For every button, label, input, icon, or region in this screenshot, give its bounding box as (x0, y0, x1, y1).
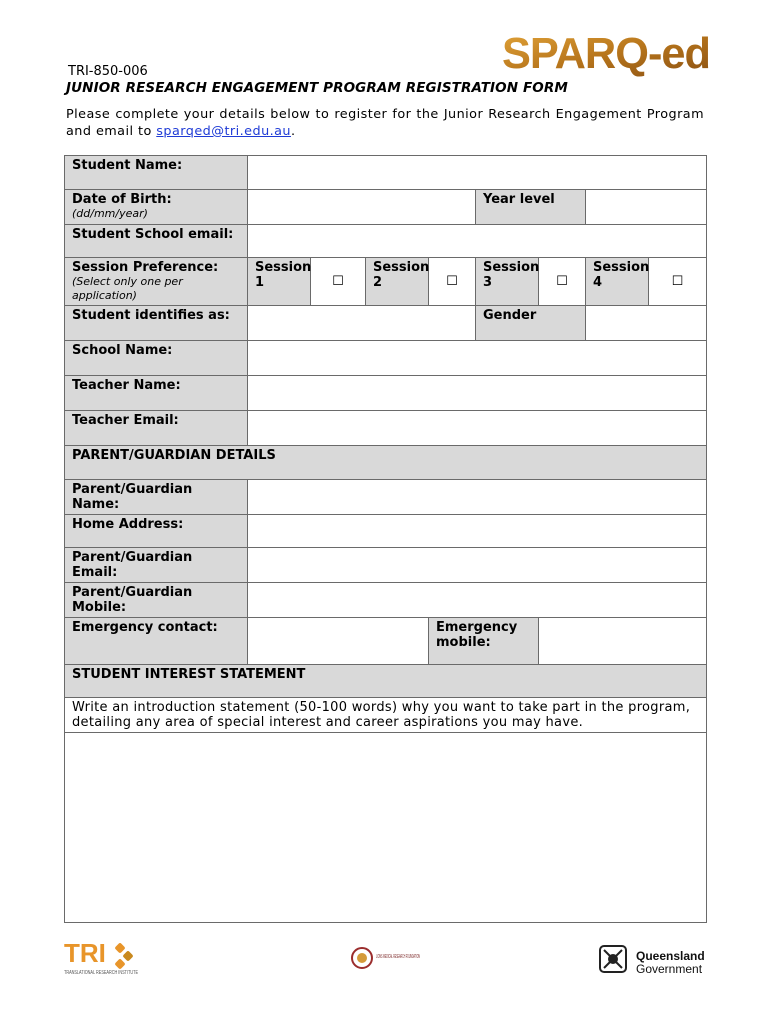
qld-line1: Queensland (636, 949, 705, 963)
email-link[interactable]: sparqed@tri.edu.au (156, 124, 291, 139)
tri-mark-icon (114, 942, 133, 969)
dob-hint: (dd/mm/year) (72, 207, 148, 220)
interest-section-title: STUDENT INTEREST STATEMENT (65, 665, 707, 698)
form-title: JUNIOR RESEARCH ENGAGEMENT PROGRAM REGISTRATION FORM (66, 80, 568, 96)
session-label: Session Preference: (72, 260, 219, 275)
interest-statement-field[interactable] (65, 733, 707, 923)
student-name-label: Student Name: (65, 156, 248, 190)
year-level-field[interactable] (586, 190, 707, 225)
interest-instruction: Write an introduction statement (50-100 words) why you want to take part in the program, detailing any area of special interest and career aspirations you may have. (65, 698, 707, 733)
gender-field[interactable] (586, 306, 707, 341)
session-3-checkbox[interactable]: ☐ (539, 258, 586, 306)
school-email-field[interactable] (248, 225, 707, 258)
session-1-label: Session 1 (248, 258, 311, 306)
queensland-crest-icon (600, 946, 626, 972)
gender-label: Gender (476, 306, 586, 341)
identifies-label: Student identifies as: (65, 306, 248, 341)
document-id: TRI-850-006 (68, 64, 148, 79)
session-1-checkbox[interactable]: ☐ (311, 258, 366, 306)
parent-section-title: PARENT/GUARDIAN DETAILS (65, 446, 707, 480)
school-email-label: Student School email: (65, 225, 248, 258)
parent-mobile-label: Parent/Guardian Mobile: (65, 583, 248, 618)
intro-end: . (291, 124, 296, 139)
emergency-mobile-field[interactable] (539, 618, 707, 665)
sparq-ed-logo (502, 30, 712, 78)
dob-field[interactable] (248, 190, 476, 225)
home-address-label: Home Address: (65, 515, 248, 548)
teacher-name-field[interactable] (248, 376, 707, 411)
foundation-text: LIONS MEDICAL RESEARCH FOUNDATION (376, 954, 421, 960)
tri-sub-text: TRANSLATIONAL RESEARCH INSTITUTE (64, 970, 139, 976)
queensland-government-logo (596, 936, 706, 984)
school-name-label: School Name: (65, 341, 248, 376)
parent-name-field[interactable] (248, 480, 707, 515)
emergency-mobile-label: Emergency mobile: (429, 618, 539, 665)
session-4-checkbox[interactable]: ☐ (649, 258, 707, 306)
registration-table (64, 155, 707, 923)
teacher-email-field[interactable] (248, 411, 707, 446)
parent-email-label: Parent/Guardian Email: (65, 548, 248, 583)
school-name-field[interactable] (248, 341, 707, 376)
parent-name-label: Parent/Guardian Name: (65, 480, 248, 515)
session-2-checkbox[interactable]: ☐ (429, 258, 476, 306)
session-2-label: Session 2 (366, 258, 429, 306)
session-label-cell (65, 258, 248, 306)
student-name-field[interactable] (248, 156, 707, 190)
teacher-email-label: Teacher Email: (65, 411, 248, 446)
emergency-contact-label: Emergency contact: (65, 618, 248, 665)
year-level-label: Year level (476, 190, 586, 225)
identifies-field[interactable] (248, 306, 476, 341)
emergency-contact-field[interactable] (248, 618, 429, 665)
tri-logo-text: TRI (64, 938, 106, 968)
session-3-label: Session 3 (476, 258, 539, 306)
qld-line2: Government (636, 962, 703, 976)
dob-label-cell (65, 190, 248, 225)
teacher-name-label: Teacher Name: (65, 376, 248, 411)
parent-email-field[interactable] (248, 548, 707, 583)
tri-logo (64, 936, 140, 984)
intro-text (66, 106, 704, 140)
intro-body: Please complete your details below to register for the Junior Research Engagement Program and email to (66, 107, 704, 139)
sparq-ed-logo-text: SPARQ-ed (502, 29, 710, 78)
dob-label: Date of Birth: (72, 192, 172, 207)
foundation-logo (350, 936, 422, 984)
session-hint: (Select only one per application) (72, 275, 183, 302)
session-4-label: Session 4 (586, 258, 649, 306)
parent-mobile-field[interactable] (248, 583, 707, 618)
home-address-field[interactable] (248, 515, 707, 548)
